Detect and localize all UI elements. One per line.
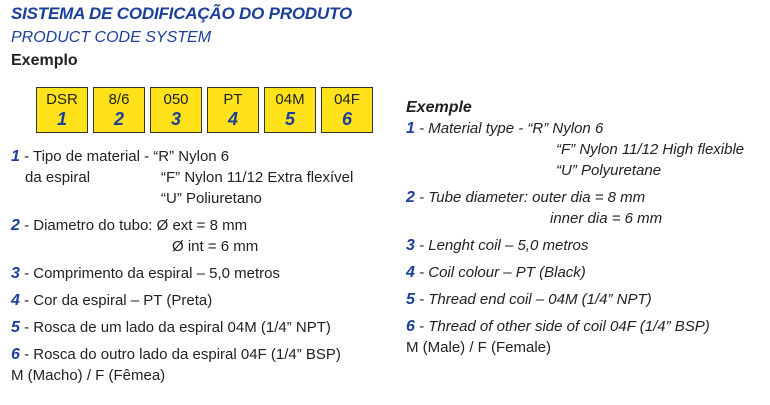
item-number: 5 (11, 319, 20, 336)
english-list (406, 97, 766, 358)
code-number: 4 (227, 109, 238, 129)
title-english: PRODUCT CODE SYSTEM (11, 29, 212, 46)
code-number: 2 (113, 109, 124, 129)
item-text: - Comprimento da espiral – 5,0 metros (19, 265, 281, 282)
list-item-5 (406, 289, 766, 310)
code-box-5 (264, 87, 316, 133)
list-item-4 (11, 290, 391, 311)
code-box-4 (207, 87, 259, 133)
code-value: 04M (275, 91, 305, 108)
list-item-1 (406, 118, 766, 139)
item-text: inner dia = 6 mm (550, 210, 663, 227)
portuguese-list (11, 146, 391, 386)
code-value: PT (223, 91, 243, 108)
list-item-4 (406, 262, 766, 283)
item-number: 1 (11, 148, 20, 165)
code-number: 1 (56, 109, 67, 129)
item-text: - Tube diameter: outer dia = 8 mm (414, 189, 646, 206)
example-label: Exemplo (11, 52, 78, 69)
code-value: DSR (46, 91, 78, 108)
list-item-5 (11, 317, 391, 338)
list-item-1-line3 (406, 160, 766, 181)
item-text: - Cor da espiral – PT (Preta) (19, 292, 213, 309)
code-value: 8/6 (108, 91, 130, 108)
item-text: - Rosca do outro lado da espiral 04F (1/4” BSP) (19, 346, 341, 363)
item-text: - Coil colour – PT (Black) (414, 264, 586, 281)
item-text: - Lenght coil – 5,0 metros (414, 237, 589, 254)
male-female-note: M (Male) / F (Female) (406, 339, 552, 356)
code-value: 04F (334, 91, 360, 108)
code-number: 3 (170, 109, 181, 129)
item-number: 6 (11, 346, 20, 363)
list-item-3 (406, 235, 766, 256)
list-item-1-line3 (11, 188, 391, 209)
item-number: 3 (11, 265, 20, 282)
item-number: 6 (406, 318, 415, 335)
code-box-1 (36, 87, 88, 133)
list-item-1-line2 (406, 139, 766, 160)
item-text: - Tipo de material - “R” Nylon 6 (19, 148, 230, 165)
list-item-2 (11, 215, 391, 236)
item-text: - Thread end coil – 04M (1/4” NPT) (414, 291, 652, 308)
item-number: 1 (406, 120, 415, 137)
title-portuguese: SISTEMA DE CODIFICAÇÃO DO PRODUTO (11, 4, 352, 23)
list-item-1-line2 (11, 167, 391, 188)
item-text: “U” Poliuretano (161, 190, 262, 207)
item-text: da espiral (25, 169, 91, 186)
male-female-note: M (Macho) / F (Fêmea) (11, 367, 166, 384)
list-item-2-line2 (406, 208, 766, 229)
item-text: “U” Polyuretane (556, 162, 662, 179)
code-box-6 (321, 87, 373, 133)
code-value: 050 (163, 91, 189, 108)
example-heading: Exemple (406, 99, 472, 116)
list-item-2 (406, 187, 766, 208)
code-box-2 (93, 87, 145, 133)
code-boxes (36, 87, 373, 133)
list-item-6 (11, 344, 391, 365)
item-number: 2 (406, 189, 415, 206)
item-number: 4 (11, 292, 20, 309)
item-text: - Diametro do tubo: Ø ext = 8 mm (19, 217, 248, 234)
item-number: 2 (11, 217, 20, 234)
list-item-6 (406, 316, 766, 337)
item-text: - Thread of other side of coil 04F (1/4” BSP) (414, 318, 710, 335)
item-text: “F” Nylon 11/12 Extra flexível (161, 169, 354, 186)
item-text: “F” Nylon 11/12 High flexible (556, 141, 745, 158)
list-item-3 (11, 263, 391, 284)
list-item-1 (11, 146, 391, 167)
item-text: Ø int = 6 mm (172, 238, 259, 255)
item-number: 4 (406, 264, 415, 281)
item-number: 3 (406, 237, 415, 254)
code-number: 5 (284, 109, 295, 129)
code-box-3 (150, 87, 202, 133)
list-item-2-line2 (11, 236, 391, 257)
item-text: - Rosca de um lado da espiral 04M (1/4” NPT) (19, 319, 331, 336)
item-number: 5 (406, 291, 415, 308)
code-number: 6 (341, 109, 352, 129)
item-text: - Material type - “R” Nylon 6 (414, 120, 604, 137)
